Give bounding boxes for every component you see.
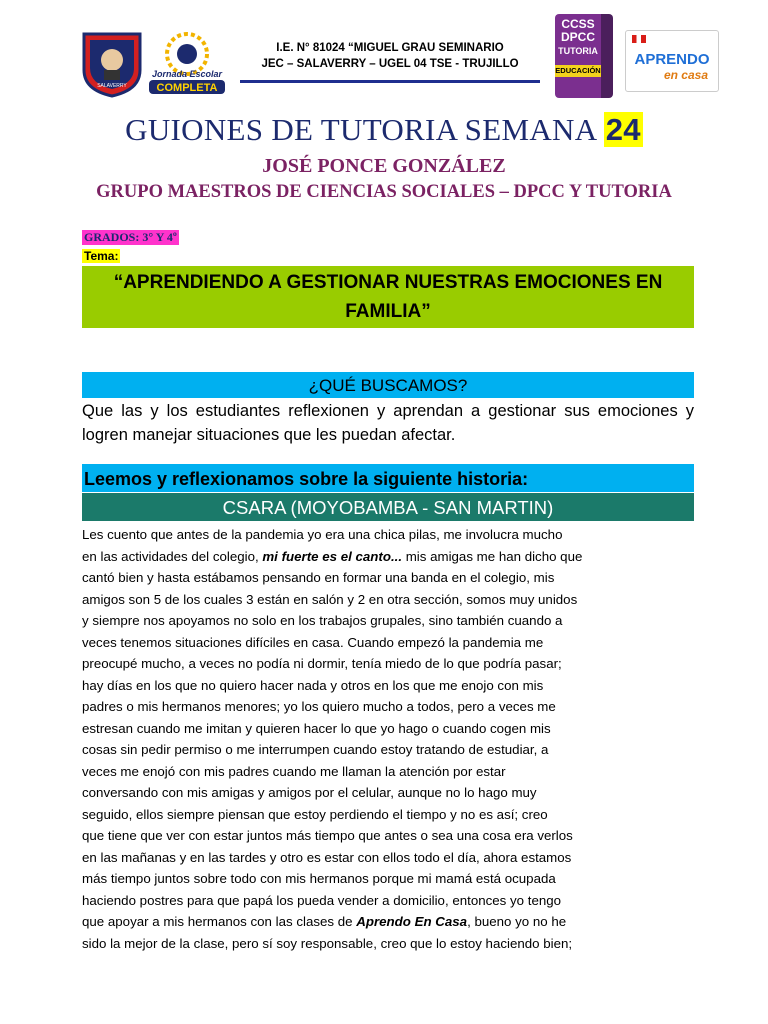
story-line: más tiempo juntos sobre todo con mis hermanos porque mi mamá está ocupada [82, 871, 556, 886]
tema-banner: “APRENDIENDO A GESTIONAR NUESTRAS EMOCIONES EN FAMILIA” [82, 266, 694, 328]
title-text: GUIONES DE TUTORIA SEMANA [125, 112, 596, 147]
story-line: veces tenemos situaciones difíciles en casa. Cuando empezó la pandemia me [82, 634, 544, 650]
jornada-text: Jornada Escolar [151, 69, 223, 79]
story-line: que tiene que ver con estar juntos más tiempo que antes o sea una cosa era verlos [82, 828, 573, 843]
story-fragment: en las actividades del colegio, [82, 548, 263, 564]
story-line: veces me enojó con mis padres cuando me llaman la atención por estar [82, 763, 506, 779]
story-line [82, 546, 694, 568]
story-line: hay días en los que no quiero hacer nada y otros en los que me enojo con mis [82, 677, 544, 693]
crest-text: SALAVERRY [97, 83, 127, 89]
ccss-dpcc-book-logo [555, 14, 613, 98]
book-spine [601, 14, 613, 98]
completa-text: COMPLETA [156, 82, 218, 94]
story-line: Les cuento que antes de la pandemia yo era una chica pilas, me involucra mucho [82, 527, 563, 542]
story-line: haciendo postres para que papá los pueda vender a domicilio, entonces yo tengo [82, 892, 562, 908]
story-line: cantó bien y hasta estábamos pensando en formar una banda en el colegio, mis [82, 570, 555, 585]
page-title [0, 112, 768, 148]
story-line: en las mañanas y en las tardes y otro es estar con ellos todo el día, ahora estamos [82, 849, 572, 865]
school-crest-logo [80, 30, 144, 98]
story-line: conversando con mis amigas y amigos por el celular, aunque no lo hago muy [82, 785, 537, 800]
author-name: JOSÉ PONCE GONZÁLEZ [262, 155, 506, 177]
story-line [82, 911, 694, 933]
story-line: sido la mejor de la clase, pero sí soy responsable, creo que lo estoy haciendo bien; [82, 935, 573, 951]
school-line-2: JEC – SALAVERRY – UGEL 04 TSE - TRUJILLO [261, 58, 519, 70]
peru-flag-icon [632, 35, 646, 43]
school-line-1: I.E. N° 81024 “MIGUEL GRAU SEMINARIO [276, 42, 504, 54]
tutoria-label: TUTORIA [558, 46, 598, 56]
story-line: estresan cuando me imitan y quieren hacer lo que yo hago o cuando cogen mis [82, 720, 551, 736]
ccss-label: CCSS [561, 17, 595, 31]
story-title: CSARA (MOYOBAMBA - SAN MARTIN) [82, 493, 694, 521]
jornada-escolar-logo [146, 30, 228, 100]
buscamos-heading: ¿QUÉ BUSCAMOS? [82, 372, 694, 398]
group-name: GRUPO MAESTROS DE CIENCIAS SOCIALES – DPCC Y TUTORIA [96, 182, 672, 202]
story-fragment: mis amigas me han dicho que [402, 548, 583, 564]
story-emphasis: Aprendo En Casa [356, 914, 468, 929]
aprendo-en-casa-logo [625, 30, 719, 92]
story-line: preocupé mucho, a veces no podía ni dormir, tenía miedo de lo que podría pasar; [82, 656, 562, 671]
story-fragment: que apoyar a mis hermanos con las clases de [82, 914, 357, 929]
en-casa-label: en casa [663, 68, 708, 82]
story-line: amigos son 5 de los cuales 3 están en salón y 2 en otra sección, somos muy unidos [82, 591, 578, 607]
story-line: padres o mis hermanos menores; yo los quiero mucho a todos, pero a veces me [82, 699, 556, 714]
grados-label: GRADOS: 3° Y 4º [84, 230, 177, 244]
story-fragment: , bueno yo no he [467, 914, 567, 929]
story-text [82, 524, 694, 954]
week-number: 24 [605, 112, 641, 147]
school-underline [240, 80, 540, 83]
story-line: y siempre nos apoyamos no solo en los trabajos grupales, sino también cuando a [82, 613, 563, 628]
aprendo-label: APRENDO [634, 51, 710, 68]
story-line: seguido, ellos siempre piensan que estoy perdiendo el tiempo y no es así; creo [82, 806, 548, 822]
buscamos-text: Que las y los estudiantes reflexionen y aprendan a gestionar sus emociones y logren manejar situaciones que les puedan afectar. [82, 402, 694, 444]
story-line: cosas sin pedir permiso o me interrumpen cuando estoy tratando de estudiar, a [82, 742, 549, 757]
educacion-label: EDUCACIÓN [555, 66, 601, 75]
dpcc-label: DPCC [560, 30, 595, 44]
story-emphasis: mi fuerte es el canto... [262, 548, 403, 564]
tema-label: Tema: [84, 249, 119, 263]
school-info [240, 40, 540, 72]
reflexion-heading: Leemos y reflexionamos sobre la siguiente historia: [82, 464, 694, 492]
